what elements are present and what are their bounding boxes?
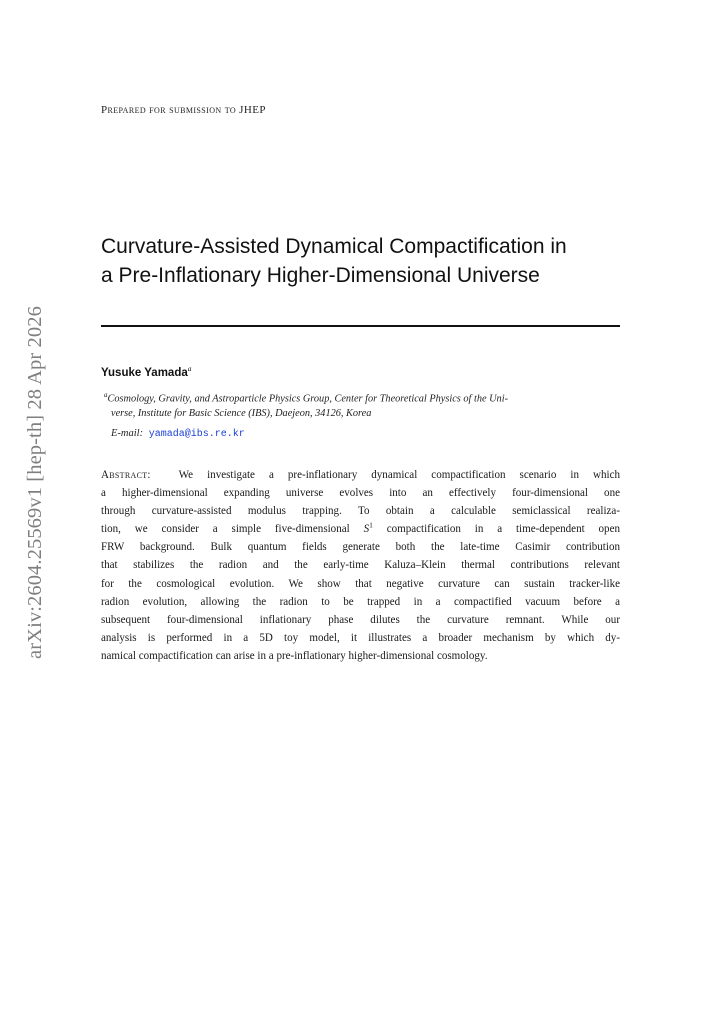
abstract-label: Abstract:: [101, 469, 151, 481]
title-line-1: Curvature-Assisted Dynamical Compactification in: [101, 235, 567, 258]
affiliation-line-2: verse, Institute for Basic Science (IBS), Daejeon, 34126, Korea: [111, 408, 372, 420]
arxiv-identifier: arXiv:2604.25569v1 [hep-th] 28 Apr 2026: [23, 305, 46, 659]
title-line-2: a Pre-Inflationary Higher-Dimensional Universe: [101, 264, 540, 287]
abstract-line: through curvature-assisted modulus trapping. To obtain a calculable semiclassical realiza-: [101, 505, 620, 518]
affiliation: [104, 388, 622, 421]
abstract-line: that stabilizes the radion and the early-time Kaluza–Klein thermal contributions relevant: [101, 559, 620, 572]
arxiv-stamp: [17, 294, 53, 670]
abstract-line: subsequent four-dimensional inflationary phase dilutes the curvature remnant. While our: [101, 613, 620, 626]
paper-title: [101, 232, 631, 290]
author-affiliation-mark: a: [187, 364, 192, 373]
math-symbol-s: S: [363, 523, 370, 536]
abstract-line: FRW background. Bulk quantum fields generate both the late-time Casimir contribution: [101, 541, 620, 554]
author-name: Yusuke Yamada: [101, 366, 188, 379]
submission-note: Prepared for submission to JHEP: [101, 104, 266, 116]
abstract-line: tion, we consider a simple five-dimensional $S^1$ compactification in a time-dependent open: [101, 520, 620, 536]
abstract-line: for the cosmological evolution. We show that negative curvature can sustain tracker-like: [101, 577, 620, 590]
affiliation-mark: a: [104, 391, 108, 399]
email-link[interactable]: yamada@ibs.re.kr: [148, 429, 245, 440]
abstract-line: a higher-dimensional expanding universe evolves into an effectively four-dimensional one: [101, 487, 620, 500]
abstract-line: Abstract: We investigate a pre-inflationary dynamical compactification scenario in which: [101, 469, 620, 481]
abstract-line: namical compactification can arise in a pre-inflationary higher-dimensional cosmology.: [101, 649, 488, 662]
author: [101, 364, 191, 379]
abstract-line: radion evolution, allowing the radion to be trapped in a compactified vacuum before a: [101, 595, 620, 608]
abstract: [101, 466, 620, 665]
email-label: E-mail:: [111, 428, 144, 439]
title-divider: [101, 325, 620, 327]
math-superscript: 1: [369, 520, 373, 530]
email-row: [111, 428, 245, 440]
abstract-line: analysis is performed in a 5D toy model, it illustrates a broader mechanism by which dy-: [101, 631, 620, 644]
affiliation-line-1: Cosmology, Gravity, and Astroparticle Physics Group, Center for Theoretical Physics of the Uni-: [107, 393, 508, 405]
